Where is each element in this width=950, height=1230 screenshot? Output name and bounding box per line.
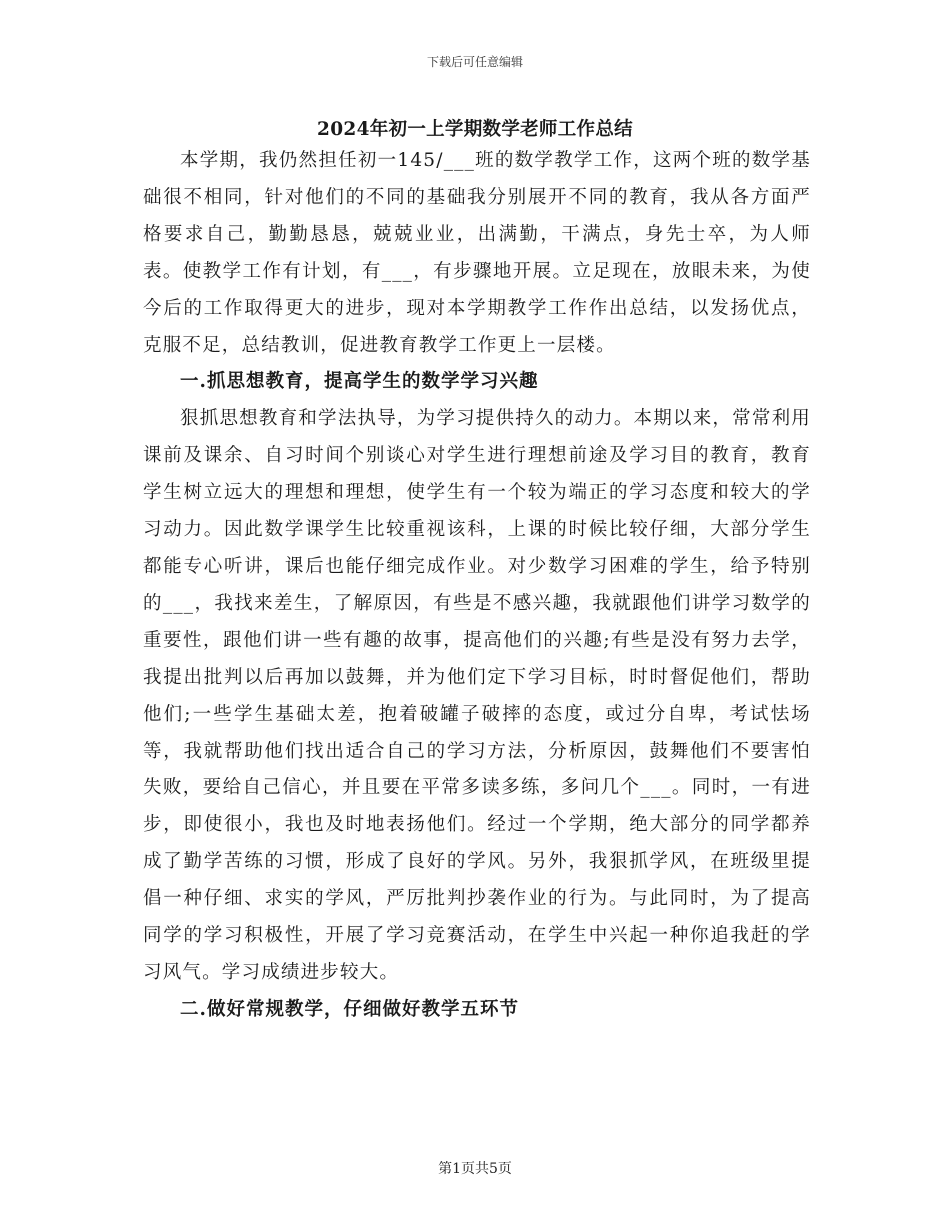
section-1-heading: 一.抓思想教育，提高学生的数学学习兴趣: [180, 371, 539, 393]
document-title: 2024年初一上学期数学老师工作总结: [317, 119, 633, 140]
document-body: [143, 143, 811, 1029]
intro-paragraph: 本学期，我仍然担任初一145/___班的数学教学工作，这两个班的数学基础很不相同，针对他们的不同的基础我分别展开不同的教育，我从各方面严格要求自己，勤勤恳恳，兢兢业业，出满勤，干满点，身先士卒，为人师表。使教学工作有计划，有___，有步骤地开展。立足现在，放眼未来，为使今后的工作取得更大的进步，现对本学期教学工作作出总结，以发扬优点，克服不足，总结教训，促进教育教学工作更上一层楼。: [143, 150, 811, 356]
section-2-heading: 二.做好常规教学，仔细做好教学五环节: [180, 998, 519, 1020]
page-number: 第1页共5页: [438, 1161, 512, 1177]
section-1-paragraph: 狠抓思想教育和学法执导，为学习提供持久的动力。本期以来，常常利用课前及课余、自习时间个别谈心对学生进行理想前途及学习目的教育，教育学生树立远大的理想和理想，使学生有一个较为端正的学习态度和较大的学习动力。因此数学课学生比较重视该科，上课的时候比较仔细，大部分学生都能专心听讲，课后也能仔细完成作业。对少数学习困难的学生，给予特别的___，我找来差生，了解原因，有些是不感兴趣，我就跟他们讲学习数学的重要性，跟他们讲一些有趣的故事，提高他们的兴趣;有些是没有努力去学，我提出批判以后再加以鼓舞，并为他们定下学习目标，时时督促他们，帮助他们;一些学生基础太差，抱着破罐子破摔的态度，或过分自卑，考试怯场等，我就帮助他们找出适合自己的学习方法，分析原因，鼓舞他们不要害怕失败，要给自己信心，并且要在平常多读多练，多问几个___。同时，一有进步，即使很小，我也及时地表扬他们。经过一个学期，绝大部分的同学都养成了勤学苦练的习惯，形成了良好的学风。另外，我狠抓学风，在班级里提倡一种仔细、求实的学风，严厉批判抄袭作业的行为。与此同时，为了提高同学的学习积极性，开展了学习竞赛活动，在学生中兴起一种你追我赶的学习风气。学习成绩进步较大。: [143, 408, 811, 983]
header-note: 下载后可任意编辑: [426, 55, 523, 69]
